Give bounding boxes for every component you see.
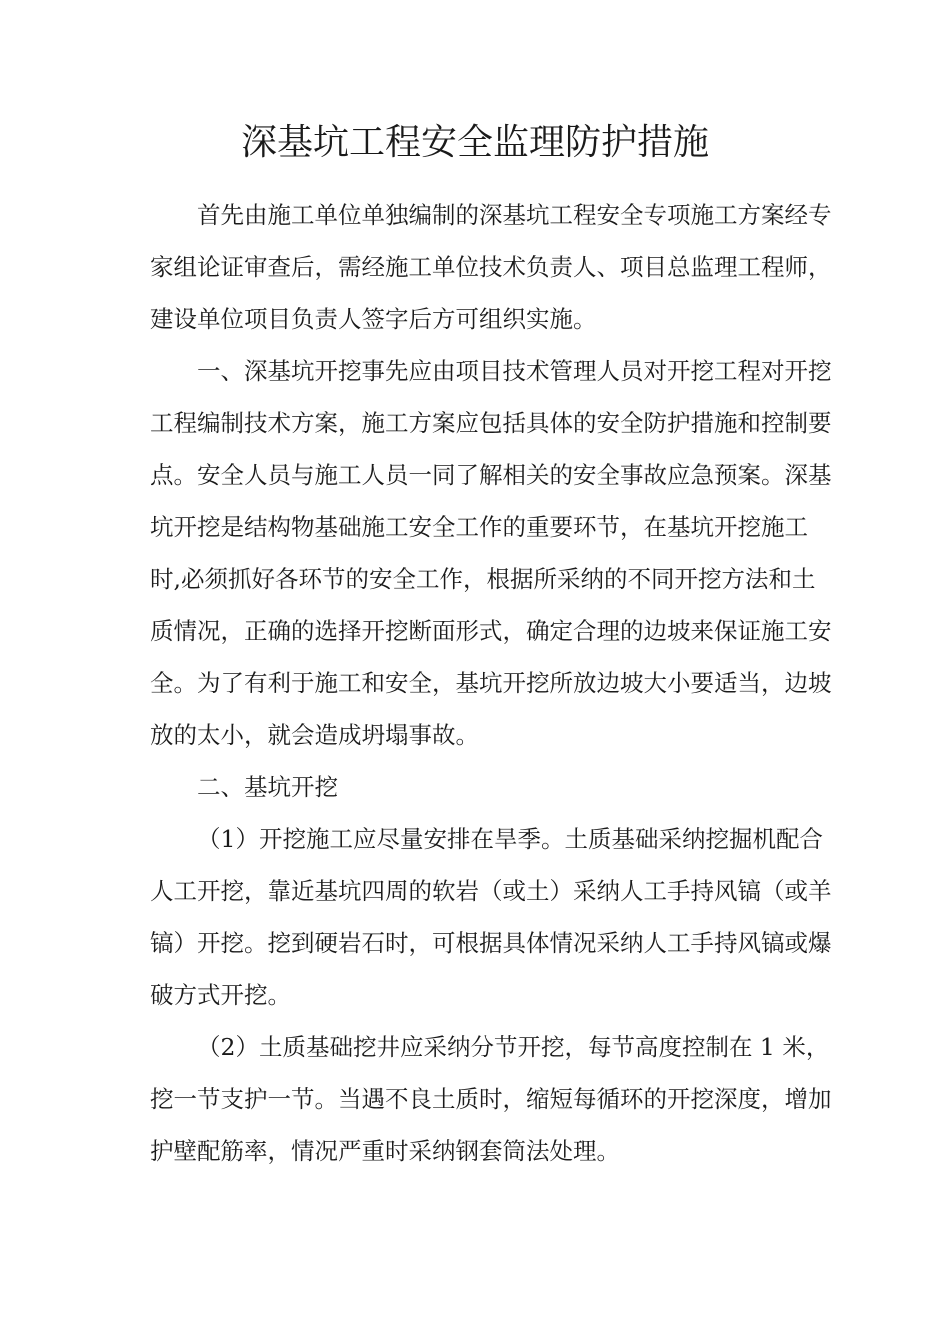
paragraph-line: 时,必须抓好各环节的安全工作，根据所采纳的不同开挖方法和土 — [150, 565, 816, 593]
paragraph-line: 一、深基坑开挖事先应由项目技术管理人员对开挖工程对开挖 — [197, 357, 832, 385]
paragraph-line: 人工开挖，靠近基坑四周的软岩（或土）采纳人工手持风镐（或羊 — [150, 877, 832, 905]
paragraph-line: 点。安全人员与施工人员一同了解相关的安全事故应急预案。深基 — [150, 461, 832, 489]
paragraph-line: 破方式开挖。 — [150, 981, 291, 1009]
paragraph-line: 家组论证审查后，需经施工单位技术负责人、项目总监理工程师， — [150, 253, 832, 281]
paragraph-line: 放的太小，就会造成坍塌事故。 — [150, 721, 479, 749]
paragraph-line: 工程编制技术方案，施工方案应包括具体的安全防护措施和控制要 — [150, 409, 832, 437]
section-heading: 二、基坑开挖 — [197, 773, 338, 801]
paragraph-line: 护壁配筋率，情况严重时采纳钢套筒法处理。 — [150, 1137, 620, 1165]
paragraph-line: 挖一节支护一节。当遇不良土质时，缩短每循环的开挖深度，增加 — [150, 1085, 832, 1113]
document-title: 深基坑工程安全监理防护措施 — [240, 122, 709, 163]
paragraph-line: 镐）开挖。挖到硬岩石时，可根据具体情况采纳人工手持风镐或爆 — [150, 929, 832, 957]
paragraph-line: 全。为了有利于施工和安全，基坑开挖所放边坡大小要适当，边坡 — [150, 669, 832, 697]
paragraph-line: 坑开挖是结构物基础施工安全工作的重要环节，在基坑开挖施工 — [150, 513, 808, 541]
paragraph-line: （1）开挖施工应尽量安排在旱季。土质基础采纳挖掘机配合 — [197, 825, 823, 853]
paragraph-line: 建设单位项目负责人签字后方可组织实施。 — [150, 305, 597, 333]
paragraph-line: （2）土质基础挖井应采纳分节开挖，每节高度控制在 1 米， — [197, 1033, 830, 1061]
paragraph-line: 质情况，正确的选择开挖断面形式，确定合理的边坡来保证施工安 — [150, 617, 832, 645]
paragraph-line: 首先由施工单位单独编制的深基坑工程安全专项施工方案经专 — [197, 201, 832, 229]
